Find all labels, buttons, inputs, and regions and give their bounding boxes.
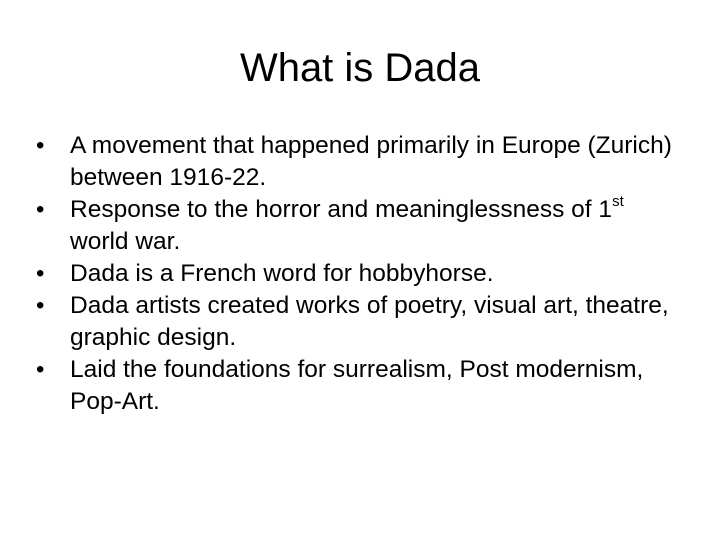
bullet-text: Dada is a French word for hobbyhorse. <box>70 260 494 287</box>
bullet-icon: • <box>36 132 45 159</box>
bullet-text <box>70 192 624 255</box>
bullet-icon: • <box>36 292 45 319</box>
bullet-list <box>36 130 676 418</box>
bullet-icon: • <box>36 260 45 287</box>
bullet-item <box>36 130 676 194</box>
bullet-item <box>36 258 676 290</box>
bullet-text-before: Response to the horror and meaninglessness of 1 <box>70 196 613 223</box>
bullet-text: Dada artists created works of poetry, visual art, theatre, graphic design. <box>70 292 669 351</box>
bullet-text: Laid the foundations for surrealism, Post modernism, Pop-Art. <box>70 356 644 415</box>
bullet-icon: • <box>36 196 45 223</box>
slide-title: What is Dada <box>239 46 481 90</box>
bullet-item <box>36 354 676 418</box>
bullet-item <box>36 290 676 354</box>
bullet-text: A movement that happened primarily in Europe (Zurich) between 1916-22. <box>70 132 672 191</box>
bullet-icon: • <box>36 356 45 383</box>
bullet-text-after: world war. <box>70 228 181 255</box>
ordinal-superscript: st <box>612 192 624 210</box>
bullet-item <box>36 194 676 258</box>
